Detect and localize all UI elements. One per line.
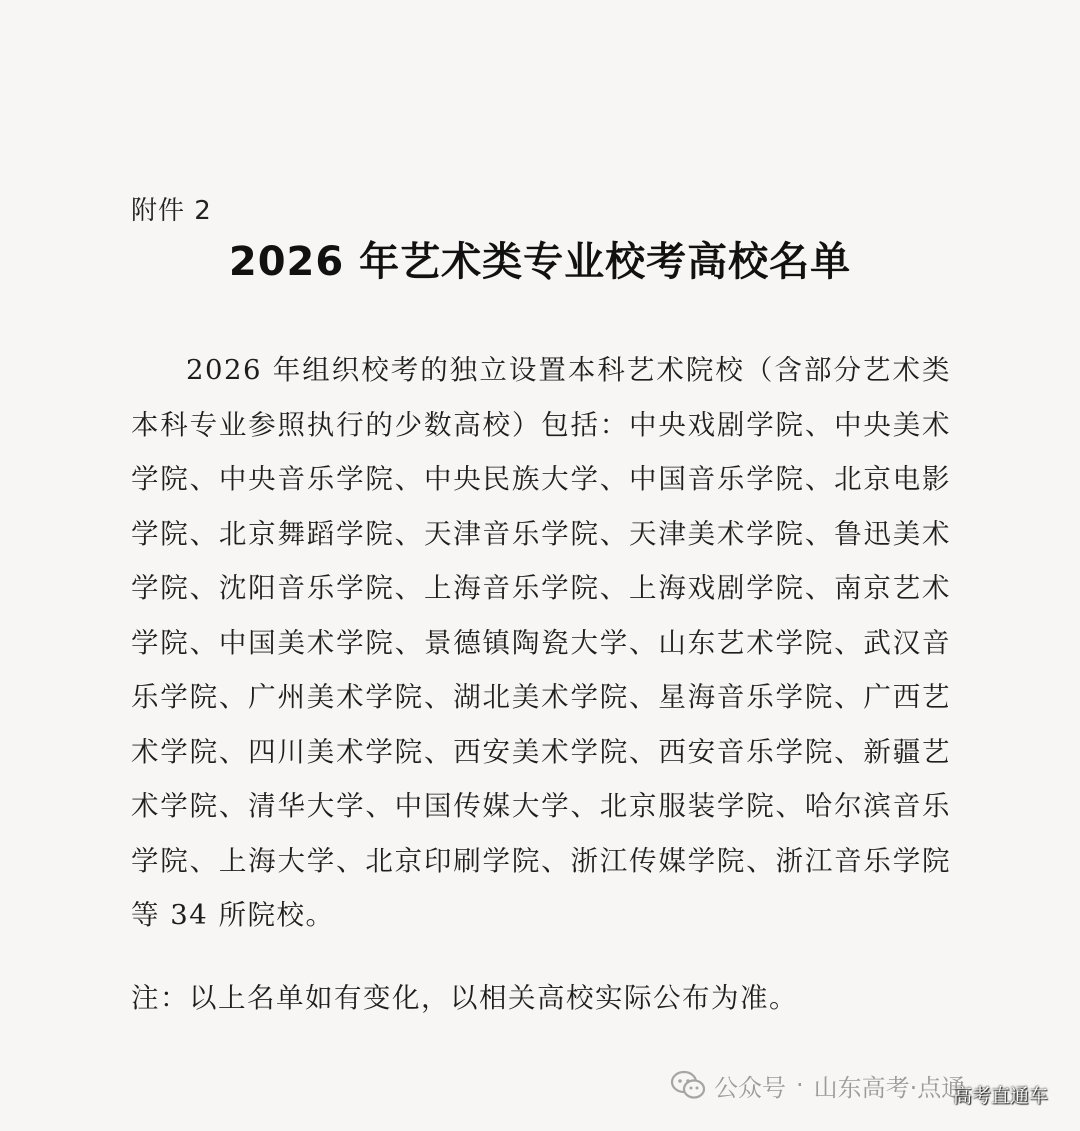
watermark <box>670 1063 965 1107</box>
watermark-account-name: 山东高考·点通 <box>813 1073 966 1102</box>
watermark-separator: · <box>796 1071 804 1099</box>
wechat-icon <box>670 1069 706 1101</box>
document-body: 2026 年组织校考的独立设置本科艺术院校（含部分艺术类本科专业参照执行的少数高校）包括：中央戏剧学院、中央美术学院、中央音乐学院、中央民族大学、中国音乐学院、北京电影学院、北京舞蹈学院、天津音乐学院、天津美术学院、鲁迅美术学院、沈阳音乐学院、上海音乐学院、上海戏剧学院、南京艺术学院、中国美术学院、景德镇陶瓷大学、山东艺术学院、武汉音乐学院、广州美术学院、湖北美术学院、星海音乐学院、广西艺术学院、四川美术学院、西安美术学院、西安音乐学院、新疆艺术学院、清华大学、中国传媒大学、北京服装学院、哈尔滨音乐学院、上海大学、北京印刷学院、浙江传媒学院、浙江音乐学院等 34 所院校。 <box>131 354 951 931</box>
attachment-label: 附件 2 <box>131 196 212 226</box>
document-note: 注：以上名单如有变化，以相关高校实际公布为准。 <box>131 982 798 1014</box>
watermark-overlay: 高考直通车 <box>952 1085 1048 1107</box>
document-title: 2026 年艺术类专业校考高校名单 <box>228 239 852 285</box>
watermark-account-label: 公众号 <box>714 1073 786 1102</box>
